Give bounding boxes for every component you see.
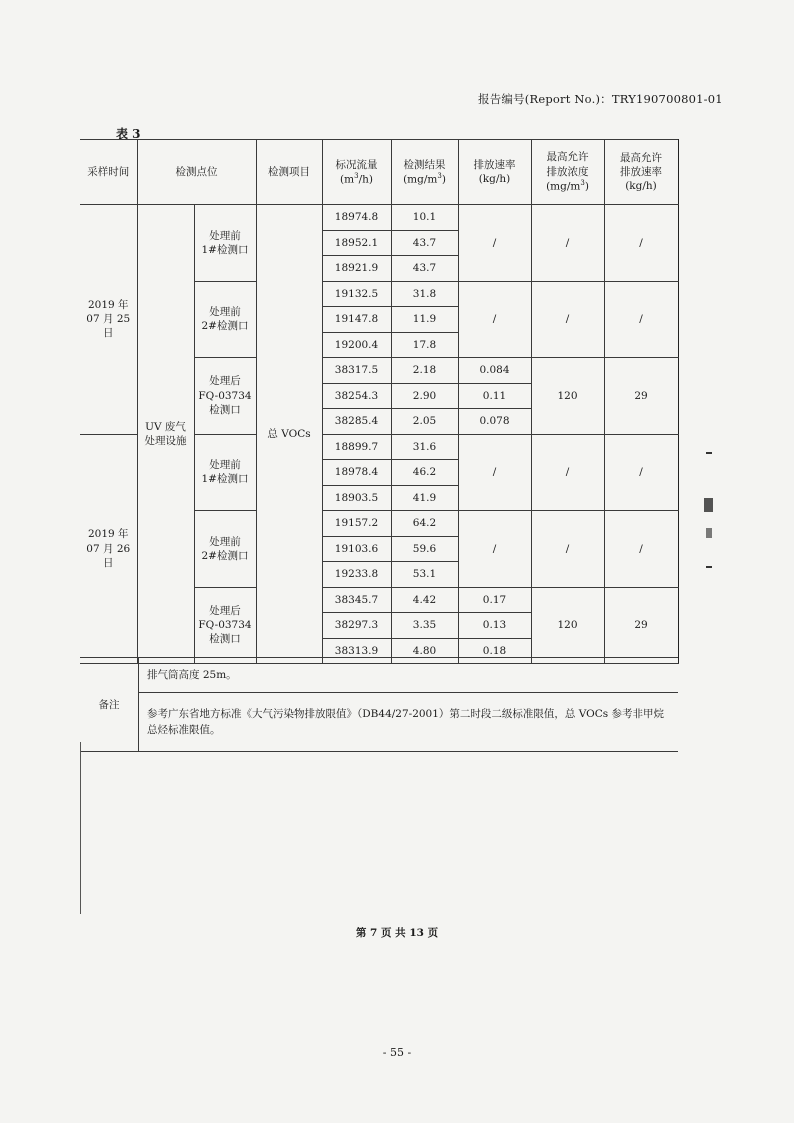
max-concentration: / xyxy=(531,511,604,588)
header-sampling-time: 采样时间 xyxy=(80,140,137,205)
report-number: 报告编号(Report No.)：TRY190700801-01 xyxy=(478,92,723,106)
sampling-date xyxy=(80,205,137,435)
result-value: 41.9 xyxy=(391,485,458,511)
header-monitoring-point: 检测点位 xyxy=(137,140,256,205)
monitoring-point-line: 检测口 xyxy=(209,633,241,646)
table-row xyxy=(80,205,678,231)
header-emission-rate xyxy=(458,140,531,205)
header-max-rate-line-2: 排放速率 xyxy=(620,165,662,178)
monitoring-point-line: 处理前 xyxy=(209,535,241,548)
monitoring-point-line: 处理前 xyxy=(209,306,241,319)
header-max-conc-unit-post: ) xyxy=(584,180,589,193)
emission-rate: 0.17 xyxy=(458,587,531,613)
flow-value: 19103.6 xyxy=(322,536,391,562)
table-header-row xyxy=(80,140,678,205)
test-item: 总 VOCs xyxy=(256,205,322,664)
monitoring-point xyxy=(194,281,256,358)
monitoring-point xyxy=(194,434,256,511)
max-concentration: / xyxy=(531,205,604,282)
max-concentration: 120 xyxy=(531,358,604,435)
monitoring-point xyxy=(194,511,256,588)
flow-value: 19200.4 xyxy=(322,332,391,358)
header-flow-label: 标况流量 xyxy=(335,158,378,171)
sampling-date-day: 07 月 26 日 xyxy=(86,542,131,569)
emission-rate: / xyxy=(458,511,531,588)
result-value: 46.2 xyxy=(391,460,458,486)
flow-value: 38254.3 xyxy=(322,383,391,409)
result-value: 43.7 xyxy=(391,230,458,256)
facility-line-1: UV 废气 xyxy=(145,420,186,433)
monitoring-point-line: 处理前 xyxy=(209,229,241,242)
header-flow-unit xyxy=(323,172,391,187)
result-value: 64.2 xyxy=(391,511,458,537)
emission-rate: 0.11 xyxy=(458,383,531,409)
header-result-unit-pre: (mg/m xyxy=(403,173,438,186)
flow-value: 38317.5 xyxy=(322,358,391,384)
flow-value: 19233.8 xyxy=(322,562,391,588)
monitoring-point-line: 处理后 xyxy=(209,604,241,617)
flow-value: 18903.5 xyxy=(322,485,391,511)
flow-value: 19157.2 xyxy=(322,511,391,537)
flow-value: 38345.7 xyxy=(322,587,391,613)
result-value: 3.35 xyxy=(391,613,458,639)
monitoring-point-line: 1#检测口 xyxy=(201,473,249,486)
header-max-rate-unit: (kg/h) xyxy=(625,180,657,193)
emission-rate: 0.084 xyxy=(458,358,531,384)
remarks-label: 备注 xyxy=(80,658,139,752)
sampling-date-year: 2019 年 xyxy=(87,528,129,541)
emission-rate: / xyxy=(458,281,531,358)
remark-standard-reference: 参考广东省地方标准《大气污染物排放限值》（DB44/27-2001）第二时段二级标准限值，总 VOCs 参考非甲烷总烃标准限值。 xyxy=(139,693,679,752)
monitoring-point-line: 处理后 xyxy=(209,375,241,388)
monitoring-point xyxy=(194,587,256,664)
monitoring-point-line: FQ-03734 xyxy=(198,619,252,632)
header-flow-unit-sup: 3 xyxy=(354,171,359,180)
header-rate-unit: (kg/h) xyxy=(478,173,511,185)
emission-rate: / xyxy=(458,205,531,282)
header-result-unit-post: ) xyxy=(441,173,446,186)
header-flow-unit-post: /h) xyxy=(358,173,373,186)
result-value: 4.80 xyxy=(391,638,458,664)
page-number: - 55 - xyxy=(382,1046,412,1059)
header-test-item: 检测项目 xyxy=(256,140,322,205)
voc-results-table xyxy=(80,139,679,664)
result-value: 31.6 xyxy=(391,434,458,460)
result-value: 10.1 xyxy=(391,205,458,231)
emission-rate: 0.18 xyxy=(458,638,531,664)
max-rate: 29 xyxy=(604,358,678,435)
result-value: 59.6 xyxy=(391,536,458,562)
max-rate: / xyxy=(604,205,678,282)
result-value: 2.90 xyxy=(391,383,458,409)
flow-value: 19147.8 xyxy=(322,307,391,333)
monitoring-point xyxy=(194,205,256,282)
header-max-conc-unit-sup: 3 xyxy=(580,178,585,187)
result-value: 2.18 xyxy=(391,358,458,384)
sampling-date-day: 07 月 25 日 xyxy=(86,313,131,340)
monitoring-point xyxy=(194,358,256,435)
max-rate: / xyxy=(604,281,678,358)
header-max-conc-line-2: 排放浓度 xyxy=(546,165,589,178)
sampling-date xyxy=(80,434,137,664)
header-max-conc-unit xyxy=(532,179,604,194)
result-value: 43.7 xyxy=(391,256,458,282)
monitoring-point-line: 处理前 xyxy=(209,459,241,472)
result-value: 4.42 xyxy=(391,587,458,613)
facility-line-2: 处理设施 xyxy=(144,435,187,447)
sampling-date-year: 2019 年 xyxy=(87,298,129,311)
header-rate-label: 排放速率 xyxy=(473,158,516,171)
header-result-label: 检测结果 xyxy=(403,158,446,171)
flow-value: 18899.7 xyxy=(322,434,391,460)
header-flow xyxy=(322,140,391,205)
flow-value: 18978.4 xyxy=(322,460,391,486)
emission-rate: 0.13 xyxy=(458,613,531,639)
flow-value: 18974.8 xyxy=(322,205,391,231)
monitoring-point-line: FQ-03734 xyxy=(198,389,252,402)
flow-value: 38297.3 xyxy=(322,613,391,639)
header-max-rate xyxy=(604,140,678,205)
header-max-conc-line-1: 最高允许 xyxy=(546,151,589,164)
max-rate: / xyxy=(604,511,678,588)
header-max-concentration xyxy=(531,140,604,205)
result-value: 11.9 xyxy=(391,307,458,333)
max-concentration: 120 xyxy=(531,587,604,664)
max-rate: 29 xyxy=(604,587,678,664)
scan-artifact xyxy=(702,452,716,570)
result-value: 53.1 xyxy=(391,562,458,588)
max-rate: / xyxy=(604,434,678,511)
flow-value: 19132.5 xyxy=(322,281,391,307)
flow-value: 38285.4 xyxy=(322,409,391,435)
remarks-table xyxy=(80,657,678,752)
page-footer: 第 7 页 共 13 页 xyxy=(355,927,439,939)
header-result-unit-sup: 3 xyxy=(437,171,442,180)
result-value: 2.05 xyxy=(391,409,458,435)
monitoring-point-line: 1#检测口 xyxy=(201,243,249,256)
remark-stack-height: 排气筒高度 25m。 xyxy=(139,658,679,693)
emission-rate: 0.078 xyxy=(458,409,531,435)
header-result-unit xyxy=(392,172,458,187)
header-result xyxy=(391,140,458,205)
result-value: 17.8 xyxy=(391,332,458,358)
header-max-conc-unit-pre: (mg/m xyxy=(546,180,581,193)
page-border-line xyxy=(80,742,81,914)
monitoring-point-line: 2#检测口 xyxy=(201,320,249,333)
flow-value: 18952.1 xyxy=(322,230,391,256)
monitoring-point-line: 2#检测口 xyxy=(201,549,249,562)
header-max-rate-line-1: 最高允许 xyxy=(620,151,662,164)
emission-rate: / xyxy=(458,434,531,511)
flow-value: 18921.9 xyxy=(322,256,391,282)
result-value: 31.8 xyxy=(391,281,458,307)
max-concentration: / xyxy=(531,434,604,511)
flow-value: 38313.9 xyxy=(322,638,391,664)
header-flow-unit-pre: (m xyxy=(340,173,355,186)
max-concentration: / xyxy=(531,281,604,358)
monitoring-point-line: 检测口 xyxy=(209,403,241,416)
facility-name xyxy=(137,205,194,664)
table-label: 表 3 xyxy=(116,127,141,141)
